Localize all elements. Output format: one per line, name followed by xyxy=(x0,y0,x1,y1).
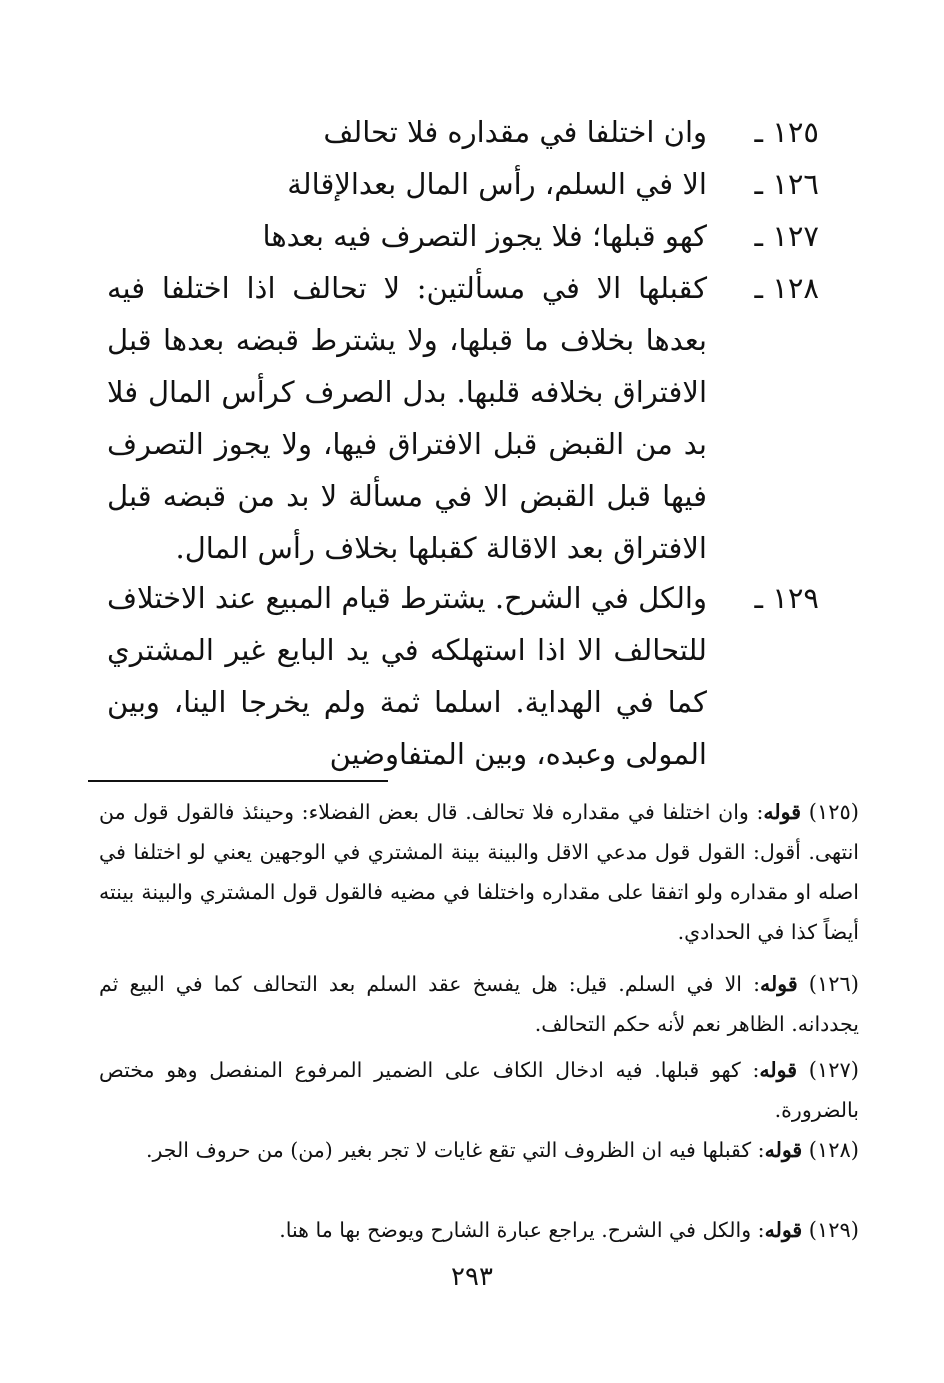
page-number: ٢٩٣ xyxy=(451,1262,493,1292)
entry-number: ١٢٥ ـ xyxy=(754,115,819,149)
footnote-126 xyxy=(99,964,859,1044)
footnote-keyword: قوله xyxy=(763,800,802,824)
entry-125 xyxy=(107,106,819,158)
footnote-keyword: قوله xyxy=(760,972,798,996)
entry-text: الا في السلم، رأس المال بعدالإقالة xyxy=(287,167,707,201)
footnote-127 xyxy=(99,1050,859,1130)
footnote-keyword: قوله xyxy=(764,1218,803,1242)
entry-129 xyxy=(107,572,819,780)
footnote-number: (١٢٥) xyxy=(808,800,859,824)
footnote-separator xyxy=(88,780,388,782)
entry-number: ١٢٨ ـ xyxy=(754,271,819,305)
footnote-keyword: قوله xyxy=(764,1138,803,1162)
entry-text: كهو قبلها؛ فلا يجوز التصرف فيه بعدها xyxy=(262,219,707,253)
entry-text: والكل في الشرح. يشترط قيام المبيع عند الاختلاف للتحالف الا اذا استهلكه في يد البايع غير المشتري كما في الهداية. اسلما ثمة ولم يخرجا الينا، وبين المولى وعبده، وبين المتفاوضين xyxy=(107,581,707,771)
footnote-text: : وان اختلفا في مقداره فلا تحالف. قال بعض الفضلاء: وحينئذ فالقول قول من انتهى. أقول: القول قول مدعي الاقل والبينة بينة المشتري في الوجهين يعني لو اختلفا في اصله او مقداره ولو اتفقا على مقداره واختلفا في مضيه فالقول قول المشتري والبينة بينته أيضاً كذا في الحدادي. xyxy=(99,800,859,944)
footnote-number: (١٢٨) xyxy=(808,1138,859,1162)
footnote-number: (١٢٧) xyxy=(808,1058,859,1082)
entry-number: ١٢٩ ـ xyxy=(754,581,819,615)
footnote-number: (١٢٩) xyxy=(808,1218,859,1242)
entry-number: ١٢٦ ـ xyxy=(754,167,819,201)
entry-126 xyxy=(107,158,819,210)
footnote-keyword: قوله xyxy=(759,1058,798,1082)
entry-text: كقبلها الا في مسألتين: لا تحالف اذا اختلفا فيه بعدها بخلاف ما قبلها، ولا يشترط قبضه بعدها قبل الافتراق بخلافه قلبها. بدل الصرف كرأس المال فلا بد من القبض قبل الافتراق فيها، ولا يجوز التصرف فيها قبل القبض الا في مسألة لا بد من قبضه قبل الافتراق بعد الاقالة كقبلها بخلاف رأس المال. xyxy=(107,271,707,565)
footnote-text: : الا في السلم. قيل: هل يفسخ عقد السلم بعد التحالف كما في البيع ثم يجددانه. الظاهر نعم لأنه حكم التحالف. xyxy=(99,972,859,1036)
entry-text: وان اختلفا في مقداره فلا تحالف xyxy=(323,115,707,149)
entry-128 xyxy=(107,262,819,574)
footnote-text: : كهو قبلها. فيه ادخال الكاف على الضمير المرفوع المنفصل وهو مختص بالضرورة. xyxy=(99,1058,859,1122)
footnote-129 xyxy=(99,1210,859,1250)
footnote-text: : والكل في الشرح. يراجع عبارة الشارح ويوضح بها ما هنا. xyxy=(279,1218,765,1242)
footnote-128 xyxy=(99,1130,859,1170)
entry-number: ١٢٧ ـ xyxy=(754,219,819,253)
footnote-number: (١٢٦) xyxy=(808,972,859,996)
footnote-text: : كقبلها فيه ان الظروف التي تقع غايات لا تجر بغير (من) من حروف الجر. xyxy=(145,1138,765,1162)
footnote-125 xyxy=(99,792,859,952)
entry-127 xyxy=(107,210,819,262)
